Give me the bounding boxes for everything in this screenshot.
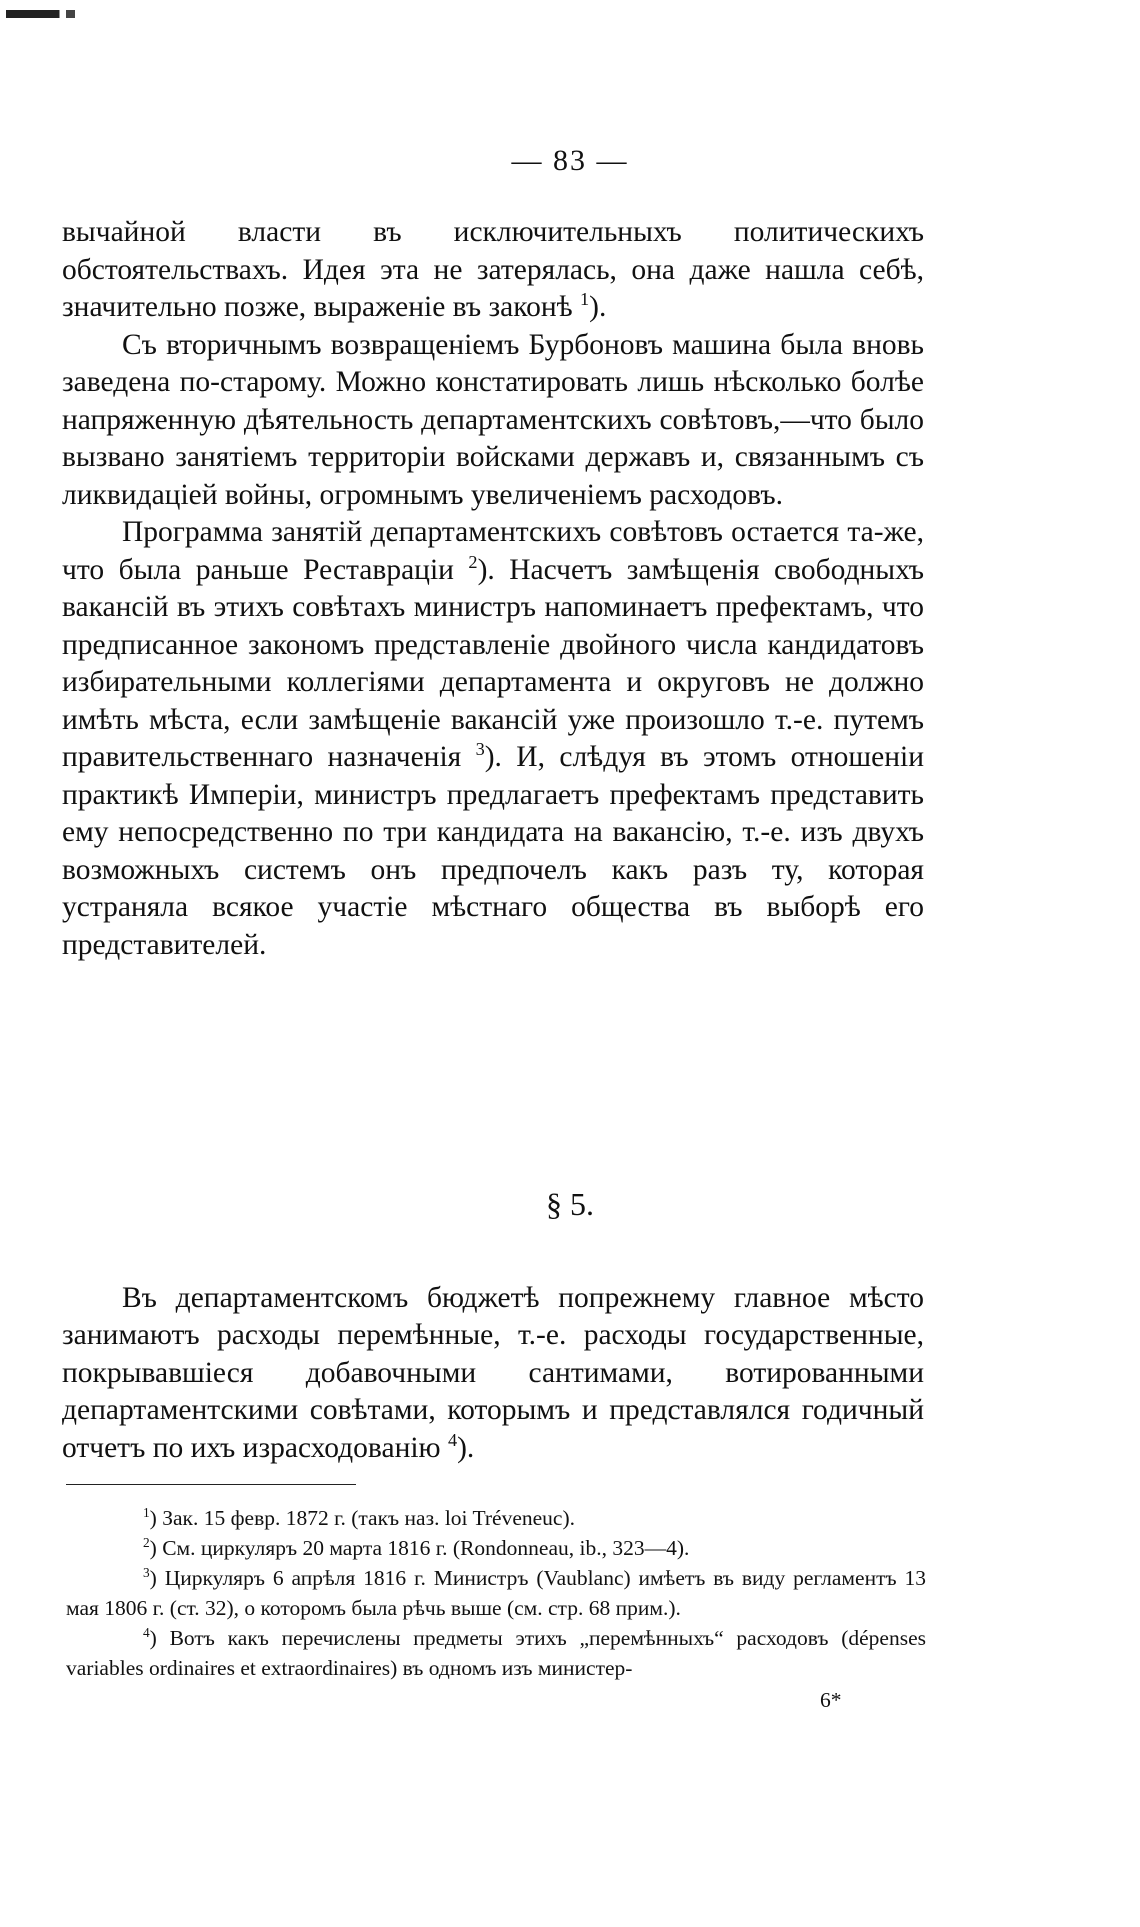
footnote-4 [66, 1623, 926, 1683]
footnote-ref-4: 4 [447, 1429, 458, 1450]
paragraph-3-text-b: ). Насчетъ замѣщенія свободныхъ вакансій въ этихъ совѣтахъ министръ напоминаетъ префектамъ, что предписанное закономъ представленіе двойного числа кандидатовъ избирательными коллегіями департамента и округовъ не должно имѣть мѣста, если замѣщеніе вакансій уже произошло т.-е. путемъ правительственнаго назначенія [62, 553, 924, 773]
section-text [62, 1250, 924, 1497]
footnotes [66, 1503, 926, 1683]
footnote-text: ) Вотъ какъ перечислены предметы этихъ „перемѣнныхъ“ расходовъ (dépenses variables ordinaires et extraordinaires) въ одномъ изъ министер- [66, 1626, 926, 1680]
footnote-ref-3: 3 [475, 739, 485, 760]
paragraph-2: Съ вторичнымъ возвращеніемъ Бурбоновъ машина была вновь заведена по-старому. Можно констатировать лишь нѣсколько болѣе напряженную дѣятельность департаментскихъ совѣтовъ,—что было вызвано занятіемъ территоріи войсками державъ и, связаннымъ съ ликвидаціей войны, огромнымъ увеличеніемъ расходовъ. [62, 328, 924, 511]
section-heading: § 5. [546, 1186, 594, 1222]
footnote-mark: 3 [143, 1564, 150, 1580]
footnote-mark: 2 [143, 1534, 150, 1550]
paragraph-3 [62, 514, 924, 964]
paragraph-4 [62, 1280, 924, 1468]
paragraph-3-text-c: ). И, слѣдуя въ этомъ отношеніи практикѣ Имперіи, министръ предлагаетъ префектамъ представить ему непосредственно по три кандидата на вакансію, т.-е. изъ двухъ возможныхъ системъ онъ предпочелъ какъ разъ ту, которая устраняла всякое участіе мѣстнаго общества въ выборѣ его представителей. [62, 741, 924, 961]
footnote-2 [66, 1533, 926, 1563]
footnote-mark: 1 [143, 1504, 150, 1520]
footnote-divider [66, 1484, 356, 1485]
signature-mark: 6* [820, 1688, 842, 1712]
footnote-1 [66, 1503, 926, 1533]
footnote-mark: 4 [143, 1624, 150, 1640]
paragraph-4-tail: ). [457, 1431, 475, 1464]
scan-artifact [6, 10, 92, 18]
paragraph-4-text: Въ департаментскомъ бюджетѣ попрежнему главное мѣсто занимаютъ расходы перемѣнные, т.-е. расходы государственные, покрывавшіеся добавочными сантимами, вотированными департаментскими совѣтами, которымъ и представлялся годичный отчетъ по ихъ израсходованію [62, 1281, 924, 1464]
paragraph-1 [62, 214, 924, 327]
footnote-ref-1: 1 [580, 289, 590, 310]
paragraph-1-text: вычайной власти въ исключительныхъ политическихъ обстоятельствахъ. Идея эта не затерялась, она даже нашла себѣ, значительно позже, выраженіе въ законѣ [62, 216, 924, 323]
paragraph-3-text-a: Программа занятій департаментскихъ совѣтовъ остается та-же, что была раньше Реставраціи [62, 516, 924, 586]
page-number: — 83 — [511, 144, 629, 177]
footnote-text: ) См. циркуляръ 20 марта 1816 г. (Rondonneau, ib., 323—4). [149, 1536, 690, 1560]
paragraph-1-tail: ). [589, 291, 607, 323]
footnote-text: ) Зак. 15 февр. 1872 г. (такъ наз. loi Tréveneuc). [149, 1506, 576, 1530]
footnote-ref-2: 2 [468, 551, 478, 572]
main-text [62, 214, 924, 964]
footnote-3 [66, 1563, 926, 1623]
footnote-text: ) Циркуляръ 6 апрѣля 1816 г. Министръ (Vaublanc) имѣетъ въ виду регламентъ 13 мая 1806 г. (ст. 32), о которомъ была рѣчь выше (см. стр. 68 прим.). [66, 1566, 926, 1620]
